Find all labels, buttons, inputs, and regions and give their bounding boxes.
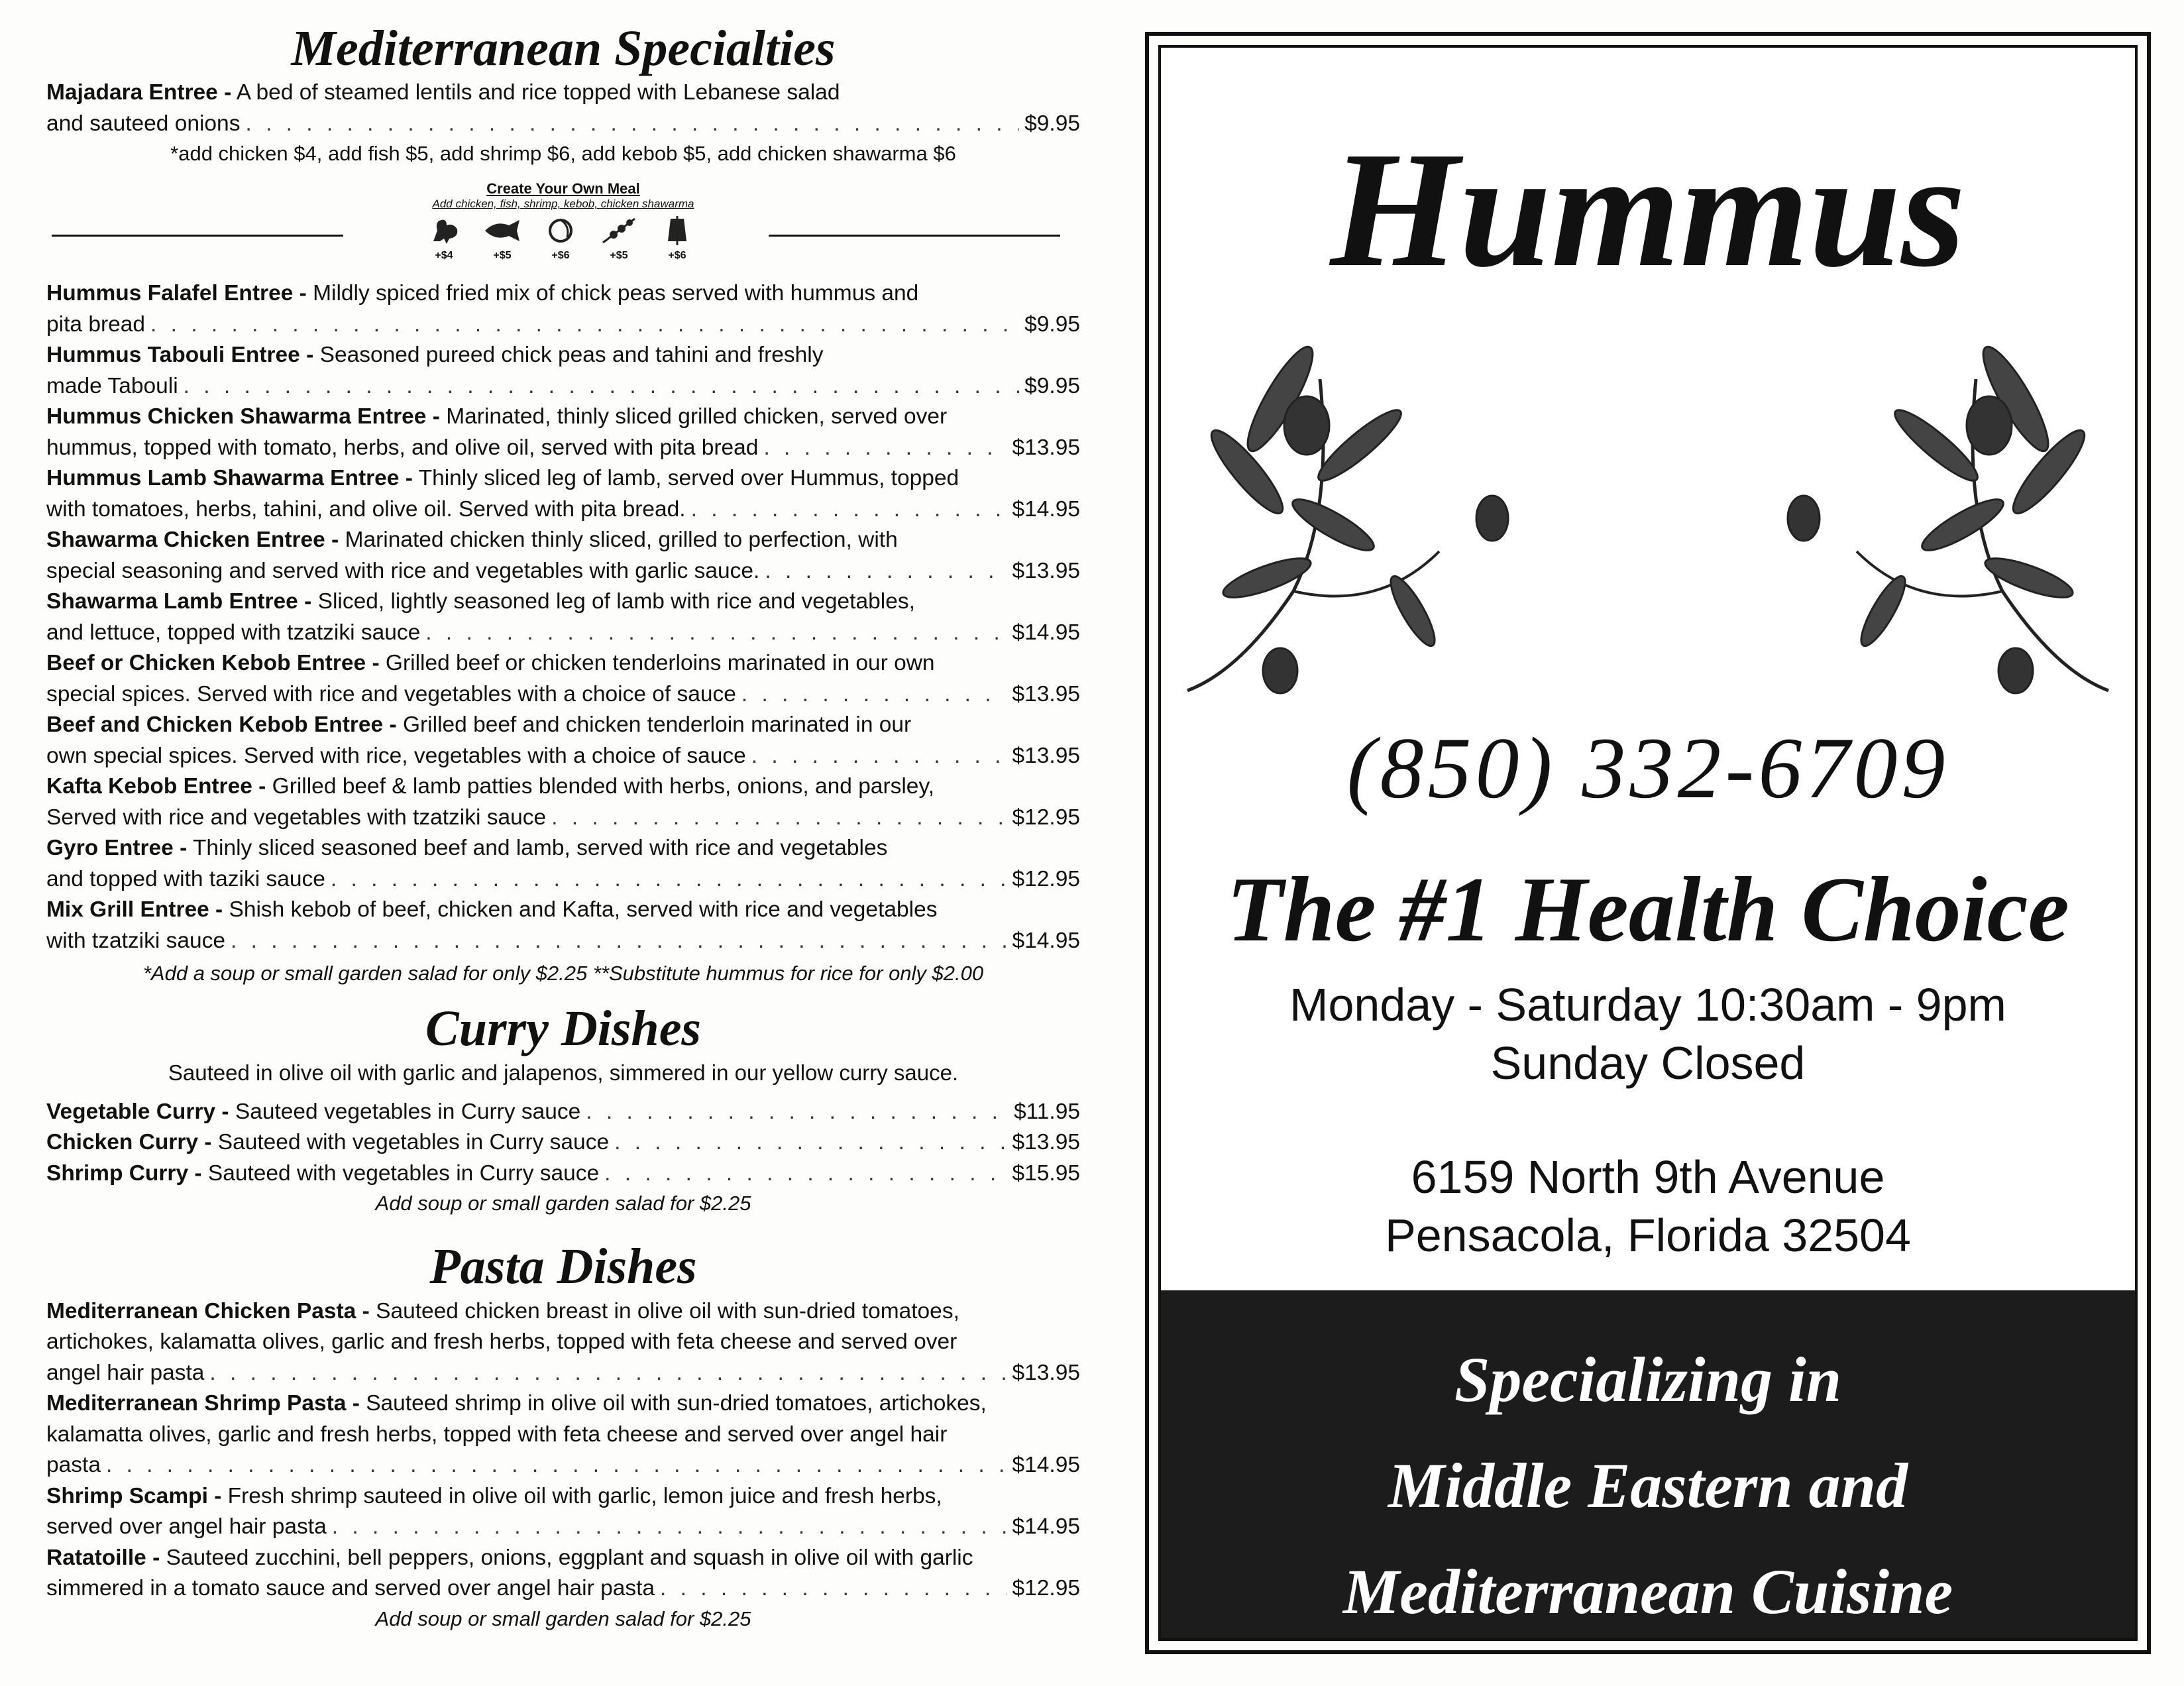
item-desc: Grilled beef & lamb patties blended with herbs, onions, and parsley, xyxy=(272,774,935,799)
specialties-footnote: *Add a soup or small garden salad for only $2.25 **Substitute hummus for rice for only $2.00 xyxy=(142,962,984,985)
item-desc: simmered in a tomato sauce and served over angel hair pasta xyxy=(46,1576,655,1601)
item-price: $14.95 xyxy=(1012,496,1080,522)
hours-weekday: Monday - Saturday 10:30am - 9pm xyxy=(1289,979,2006,1031)
item-price: $13.95 xyxy=(1012,743,1080,768)
item-desc: kalamatta olives, garlic and fresh herbs, topped with feta cheese and served over angel hair xyxy=(46,1422,948,1447)
item-name: Shawarma Lamb Entree - xyxy=(46,589,312,614)
menu-item xyxy=(46,525,1080,587)
menu-item xyxy=(46,278,1080,340)
item-price: $12.95 xyxy=(1012,805,1080,830)
item-name: Shawarma Chicken Entree - xyxy=(46,528,339,553)
item-name: Gyro Entree - xyxy=(46,836,188,861)
fish-icon: +$5 xyxy=(479,215,525,262)
item-desc: A bed of steamed lentils and rice topped with Lebanese salad xyxy=(236,80,840,105)
opening-hours xyxy=(1161,976,2135,1092)
item-name: Beef or Chicken Kebob Entree - xyxy=(46,651,380,676)
item-desc: pita bread xyxy=(46,311,145,337)
item-desc: hummus, topped with tomato, herbs, and olive oil, served with pita bread xyxy=(46,435,759,460)
item-desc: Marinated, thinly sliced grilled chicken, served over xyxy=(446,404,948,429)
shrimp-icon: +$6 xyxy=(537,215,584,262)
specializing-band xyxy=(1161,1290,2135,1638)
menu-item xyxy=(46,463,1080,525)
item-last-line xyxy=(46,371,1080,402)
menu-item xyxy=(46,895,1080,956)
menu-item xyxy=(46,771,1080,833)
menu-item xyxy=(46,1097,1080,1128)
specializing-line: Middle Eastern and xyxy=(1388,1450,1908,1521)
item-last-line xyxy=(46,741,1080,772)
item-desc: and sauteed onions xyxy=(46,111,241,136)
item-price: $15.95 xyxy=(1012,1160,1080,1186)
item-price: $12.95 xyxy=(1012,1576,1080,1601)
item-desc: artichokes, kalamatta olives, garlic and fresh herbs, topped with feta cheese and served over xyxy=(46,1329,957,1355)
address-city: Pensacola, Florida 32504 xyxy=(1385,1209,1911,1261)
item-desc: Sliced, lightly seasoned leg of lamb with rice and vegetables, xyxy=(317,589,915,614)
item-last-line xyxy=(46,1573,1080,1604)
item-desc: special seasoning and served with rice and vegetables with garlic sauce. xyxy=(46,558,760,583)
item-desc: pasta xyxy=(46,1453,101,1478)
menu-item xyxy=(46,1388,1080,1481)
item-desc: and topped with taziki sauce xyxy=(46,866,325,891)
item-price: $13.95 xyxy=(1012,558,1080,583)
shawarma-icon: +$6 xyxy=(654,215,700,262)
specialty-list xyxy=(46,278,1080,956)
item-price: $13.95 xyxy=(1012,1130,1080,1155)
menu-item xyxy=(46,340,1080,402)
menu-item xyxy=(46,587,1080,648)
item-desc: with tomatoes, herbs, tahini, and olive oil. Served with pita bread. xyxy=(46,496,686,522)
item-last-line xyxy=(46,433,1080,464)
item-text xyxy=(46,1097,580,1128)
item-desc: Sauteed with vegetables in Curry sauce xyxy=(207,1160,600,1186)
curry-note: Add soup or small garden salad for $2.25 xyxy=(375,1192,751,1215)
item-name: Hummus Falafel Entree - xyxy=(46,281,307,306)
item-last-line xyxy=(46,1512,1080,1543)
item-name: Mediterranean Chicken Pasta - xyxy=(46,1298,370,1323)
menu-item xyxy=(46,1296,1080,1389)
tagline: The #1 Health Choice xyxy=(1227,858,2069,961)
item-desc: Thinly sliced seasoned beef and lamb, served with rice and vegetables xyxy=(192,836,888,861)
phone-number: (850) 332-6709 xyxy=(1346,719,1949,816)
item-price: $14.95 xyxy=(1012,1514,1080,1540)
chicken-icon: +$4 xyxy=(421,215,467,262)
menu-item xyxy=(46,78,1080,139)
create-meal-title: Create Your Own Meal xyxy=(486,180,640,197)
item-name: Kafta Kebob Entree - xyxy=(46,774,266,799)
item-desc: special spices. Served with rice and vegetables with a choice of sauce xyxy=(46,681,736,706)
item-price: $11.95 xyxy=(1014,1099,1080,1124)
item-last-line xyxy=(46,864,1080,895)
item-price: $12.95 xyxy=(1012,866,1080,891)
specializing-line: Specializing in xyxy=(1454,1344,1842,1415)
item-desc: Grilled beef and chicken tenderloin marinated in our xyxy=(402,712,912,738)
menu-item xyxy=(46,1543,1080,1604)
item-desc: Sauteed with vegetables in Curry sauce xyxy=(217,1130,610,1155)
item-price: $14.95 xyxy=(1012,1453,1080,1478)
brand-logo: Hummus xyxy=(1330,118,1966,302)
item-desc: Mildly spiced fried mix of chick peas served with hummus and xyxy=(313,281,919,306)
item-price: $14.95 xyxy=(1012,928,1080,953)
specialties-title: Mediterranean Specialties xyxy=(291,21,836,76)
item-desc: Sauteed vegetables in Curry sauce xyxy=(235,1099,581,1124)
menu-item xyxy=(46,402,1080,463)
item-desc: angel hair pasta xyxy=(46,1360,205,1385)
item-name: Mediterranean Shrimp Pasta - xyxy=(46,1391,360,1416)
item-price: $13.95 xyxy=(1012,435,1080,460)
item-price: $13.95 xyxy=(1012,681,1080,706)
item-desc: served over angel hair pasta xyxy=(46,1514,327,1540)
curry-title: Curry Dishes xyxy=(425,1001,701,1057)
item-desc: Grilled beef or chicken tenderloins marinated in our own xyxy=(385,651,935,676)
item-last-line xyxy=(46,618,1080,649)
create-your-own-meal xyxy=(46,180,1080,273)
item-last-line xyxy=(46,679,1080,710)
create-meal-subtitle: Add chicken, fish, shrimp, kebob, chicken shawarma xyxy=(432,197,694,211)
item-desc: with tzatziki sauce xyxy=(46,928,225,953)
pasta-list xyxy=(46,1296,1080,1604)
item-name: Mix Grill Entree - xyxy=(46,897,223,923)
item-name: Hummus Chicken Shawarma Entree - xyxy=(46,404,440,429)
item-name: Vegetable Curry - xyxy=(46,1099,229,1124)
item-desc: Shish kebob of beef, chicken and Kafta, served with rice and vegetables xyxy=(229,897,938,923)
olive-branch-illustration xyxy=(1161,300,2135,790)
item-last-line xyxy=(46,1358,1080,1389)
item-desc: Fresh shrimp sauteed in olive oil with garlic, lemon juice and fresh herbs, xyxy=(227,1483,942,1508)
item-last-line xyxy=(46,1450,1080,1481)
menu-item xyxy=(46,648,1080,710)
item-desc: Marinated chicken thinly sliced, grilled to perfection, with xyxy=(345,528,898,553)
item-desc: own special spices. Served with rice, vegetables with a choice of sauce xyxy=(46,743,746,768)
item-text xyxy=(46,1158,599,1190)
item-price: $13.95 xyxy=(1012,1360,1080,1385)
menu-item xyxy=(46,710,1080,771)
item-desc: Sauteed chicken breast in olive oil with sun-dried tomatoes, xyxy=(376,1298,959,1323)
item-name: Shrimp Curry - xyxy=(46,1160,202,1186)
menu-cover xyxy=(1145,32,2151,1654)
curry-intro: Sauteed in olive oil with garlic and jalapenos, simmered in our yellow curry sauce. xyxy=(168,1060,959,1085)
item-last-line xyxy=(46,556,1080,587)
item-name: Majadara Entree - xyxy=(46,80,232,105)
curry-list xyxy=(46,1097,1080,1190)
item-desc: Sauteed shrimp in olive oil with sun-dried tomatoes, artichokes, xyxy=(366,1391,987,1416)
pasta-note: Add soup or small garden salad for $2.25 xyxy=(375,1606,751,1630)
item-name: Hummus Tabouli Entree - xyxy=(46,343,314,368)
item-last-line xyxy=(46,803,1080,834)
item-price: $9.95 xyxy=(1024,373,1080,398)
item-desc: Sauteed zucchini, bell peppers, onions, eggplant and squash in olive oil with garlic xyxy=(166,1545,973,1570)
menu-item xyxy=(46,1481,1080,1543)
item-price: $14.95 xyxy=(1012,620,1080,645)
item-name: Hummus Lamb Shawarma Entree - xyxy=(46,466,413,491)
item-name: Ratatoille - xyxy=(46,1545,160,1570)
item-desc: made Tabouli xyxy=(46,373,178,398)
kebob-icon: +$5 xyxy=(596,215,642,262)
item-desc: Seasoned pureed chick peas and tahini and freshly xyxy=(319,343,824,368)
pasta-title: Pasta Dishes xyxy=(429,1239,697,1295)
menu-item xyxy=(46,1127,1080,1158)
menu-page xyxy=(46,20,1080,1634)
item-name: Shrimp Scampi - xyxy=(46,1483,222,1508)
item-price: $9.95 xyxy=(1024,111,1080,136)
item-last-line xyxy=(46,309,1080,341)
item-desc: and lettuce, topped with tzatziki sauce xyxy=(46,620,421,645)
item-desc: Thinly sliced leg of lamb, served over Hummus, topped xyxy=(418,466,959,491)
item-desc: Served with rice and vegetables with tzatziki sauce xyxy=(46,805,547,830)
hours-sunday: Sunday Closed xyxy=(1490,1037,1806,1089)
address xyxy=(1161,1148,2135,1264)
item-price: $9.95 xyxy=(1024,311,1080,337)
item-name: Chicken Curry - xyxy=(46,1130,212,1155)
item-name: Beef and Chicken Kebob Entree - xyxy=(46,712,397,738)
addon-note: *add chicken $4, add fish $5, add shrimp $6, add kebob $5, add chicken shawarma $6 xyxy=(170,142,956,166)
item-text xyxy=(46,1127,609,1158)
item-last-line xyxy=(46,926,1080,957)
menu-item xyxy=(46,1158,1080,1190)
item-last-line xyxy=(46,494,1080,526)
menu-item xyxy=(46,833,1080,895)
address-street: 6159 North 9th Avenue xyxy=(1411,1151,1885,1203)
specializing-line: Mediterranean Cuisine xyxy=(1342,1556,1953,1627)
